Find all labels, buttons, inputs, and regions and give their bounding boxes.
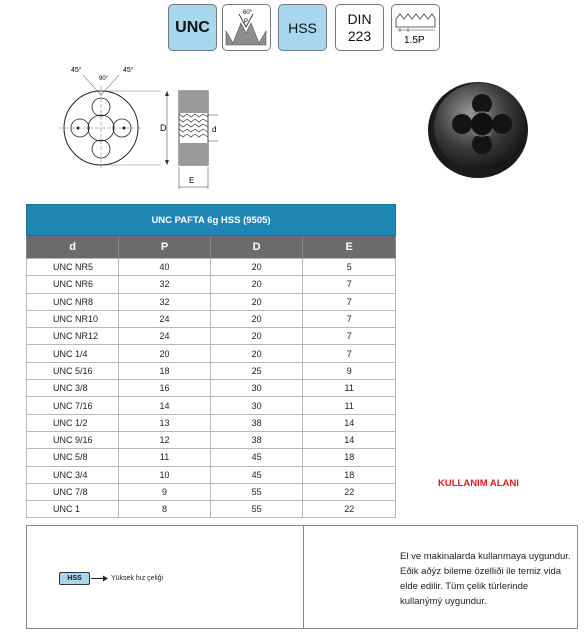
- table-cell: 16: [119, 380, 211, 397]
- table-row: [27, 293, 396, 310]
- table-cell: 38: [210, 414, 303, 431]
- table-cell: 38: [210, 431, 303, 448]
- table-row: [27, 345, 396, 362]
- table-cell: UNC NR10: [27, 310, 119, 327]
- standard-line2: 223: [347, 27, 372, 44]
- table-row: [27, 466, 396, 483]
- table-row: [27, 483, 396, 500]
- table-cell: UNC NR12: [27, 328, 119, 345]
- table-cell: 20: [210, 345, 303, 362]
- table-cell: 12: [119, 431, 211, 448]
- table-cell: 24: [119, 328, 211, 345]
- table-cell: 18: [303, 449, 396, 466]
- table-cell: UNC NR5: [27, 259, 119, 276]
- material-legend: [59, 572, 163, 585]
- threading-die-photo: [422, 72, 534, 184]
- diameter-d-label: d: [212, 125, 217, 134]
- thread-profile-badge: [222, 4, 271, 51]
- table-cell: 8: [119, 501, 211, 518]
- table-cell: 55: [210, 501, 303, 518]
- angle-left-label: 45°: [71, 67, 82, 74]
- spec-table: [26, 204, 396, 518]
- table-cell: 32: [119, 293, 211, 310]
- thread-pitch-symbol: P: [244, 19, 249, 25]
- table-cell: 9: [119, 483, 211, 500]
- table-body: [27, 259, 396, 518]
- table-cell: 20: [210, 276, 303, 293]
- col-header-P: P: [119, 236, 211, 259]
- table-cell: 10: [119, 466, 211, 483]
- col-header-D: D: [210, 236, 303, 259]
- table-row: [27, 501, 396, 518]
- table-row: [27, 328, 396, 345]
- table-cell: UNC 1/4: [27, 345, 119, 362]
- table-cell: UNC 5/16: [27, 362, 119, 379]
- table-cell: 20: [210, 310, 303, 327]
- table-cell: 11: [303, 380, 396, 397]
- table-cell: UNC 1/2: [27, 414, 119, 431]
- table-cell: 45: [210, 466, 303, 483]
- table-row: [27, 449, 396, 466]
- table-cell: 13: [119, 414, 211, 431]
- table-cell: 14: [303, 431, 396, 448]
- table-cell: 11: [119, 449, 211, 466]
- table-row: [27, 397, 396, 414]
- table-cell: 5: [303, 259, 396, 276]
- legend-badge: HSS: [59, 572, 90, 585]
- table-row: [27, 380, 396, 397]
- col-header-d: d: [27, 236, 119, 259]
- table-cell: 30: [210, 380, 303, 397]
- table-cell: 18: [303, 466, 396, 483]
- table-cell: UNC 3/4: [27, 466, 119, 483]
- box-divider: [303, 526, 304, 628]
- table-cell: 32: [119, 276, 211, 293]
- width-E-label: E: [189, 176, 195, 185]
- thread-type-label: UNC: [175, 18, 210, 36]
- table-cell: 55: [210, 483, 303, 500]
- table-header-row: [27, 236, 396, 259]
- table-cell: UNC 9/16: [27, 431, 119, 448]
- table-cell: UNC NR6: [27, 276, 119, 293]
- material-badge: [278, 4, 327, 51]
- table-cell: 22: [303, 501, 396, 518]
- pitch-badge: [391, 4, 440, 51]
- col-header-E: E: [303, 236, 396, 259]
- usage-title: KULLANIM ALANI: [438, 478, 519, 489]
- table-cell: 30: [210, 397, 303, 414]
- table-row: [27, 414, 396, 431]
- standard-badge: [335, 4, 384, 51]
- table-cell: 7: [303, 293, 396, 310]
- thread-type-badge: [168, 4, 217, 51]
- table-cell: 9: [303, 362, 396, 379]
- standard-line1: DIN: [347, 10, 372, 27]
- table-cell: 7: [303, 276, 396, 293]
- thread-pitch-icon: [392, 5, 439, 50]
- table-row: [27, 259, 396, 276]
- arrow-right-icon: [91, 574, 109, 583]
- table-cell: UNC 7/16: [27, 397, 119, 414]
- table-cell: 14: [303, 414, 396, 431]
- table-row: [27, 431, 396, 448]
- usage-description: El ve makinalarda kullanmaya uygundur. Eðik aðýz bileme özelliði ile temiz vida elde edilir. Tüm çelik türlerinde kullanýmý uygundur.: [400, 551, 571, 607]
- table-cell: 40: [119, 259, 211, 276]
- table-cell: 25: [210, 362, 303, 379]
- legend-text: Yüksek hız çeliği: [111, 575, 164, 582]
- table-cell: 45: [210, 449, 303, 466]
- table-title-row: [27, 205, 396, 236]
- table-cell: UNC 3/8: [27, 380, 119, 397]
- table-cell: 20: [210, 328, 303, 345]
- table-cell: UNC 7/8: [27, 483, 119, 500]
- diameter-D-label: D: [160, 123, 167, 133]
- table-cell: UNC NR8: [27, 293, 119, 310]
- table-row: [27, 276, 396, 293]
- table-cell: 22: [303, 483, 396, 500]
- table-title: UNC PAFTA 6g HSS (9505): [27, 205, 396, 236]
- thread-profile-icon: [223, 5, 270, 50]
- angle-top-label: 90°: [99, 76, 109, 82]
- table-cell: 7: [303, 310, 396, 327]
- table-cell: 20: [210, 259, 303, 276]
- thread-angle-label: 60°: [243, 10, 253, 16]
- table-cell: 7: [303, 328, 396, 345]
- technical-drawing: [55, 63, 220, 193]
- table-row: [27, 310, 396, 327]
- table-cell: 11: [303, 397, 396, 414]
- table-cell: UNC 1: [27, 501, 119, 518]
- table-cell: 20: [210, 293, 303, 310]
- table-cell: 20: [119, 345, 211, 362]
- pitch-label: 1.5P: [404, 35, 425, 46]
- material-label: HSS: [288, 19, 317, 36]
- table-cell: 24: [119, 310, 211, 327]
- angle-right-label: 45°: [123, 67, 134, 74]
- table-cell: 14: [119, 397, 211, 414]
- table-cell: UNC 5/8: [27, 449, 119, 466]
- table-cell: 7: [303, 345, 396, 362]
- table-cell: 18: [119, 362, 211, 379]
- table-row: [27, 362, 396, 379]
